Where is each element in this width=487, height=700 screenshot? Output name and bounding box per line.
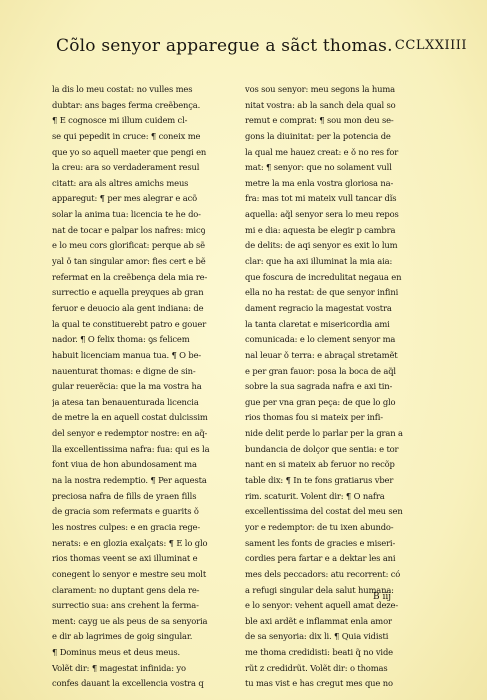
text-line: a refugi singular dela salut humana: xyxy=(245,584,394,595)
text-line: fra: mas tot mi mateix vull tancar dĩs xyxy=(245,193,397,204)
text-line: dament regracio la magestat vostra xyxy=(245,302,392,313)
text-line: na la nostra redemptio. ¶ Per aquesta xyxy=(52,475,207,486)
text-line: surrectio e aquella preyques ab gran xyxy=(52,287,204,298)
text-line: ella no ha restat: de que senyor infini xyxy=(245,287,399,298)
text-line: clar: que ha axi illuminat la mia aia: xyxy=(245,256,393,267)
text-line: la tanta claretat e misericordia ami xyxy=(245,318,390,329)
text-line: nant en si mateix ab feruor no recõp xyxy=(245,459,395,470)
folio-number: CCLXXIIII xyxy=(394,38,467,53)
text-line: nauenturat thomas: e digne de sin- xyxy=(52,365,196,376)
text-line: que foscura de incredulitat negaua en xyxy=(245,271,402,282)
text-line: rũt z credidrũt. Volẽt dir: o thomas xyxy=(245,662,388,673)
text-line: lla excellentissima nafra: fua: qui es la xyxy=(52,443,210,454)
text-line: metre la ma enla vostra gloriosa na- xyxy=(245,177,394,188)
text-line: se qui pepedit in cruce: ¶ coneix me xyxy=(52,130,201,141)
text-line: e per gran fauor: posa la boca de aq̃l xyxy=(245,365,396,376)
text-line: la qual me hauez creat: e ǒ no res for xyxy=(245,146,399,157)
text-line: yor e redemptor: de tu ixen abundo- xyxy=(245,521,394,532)
text-line: aquella: aq̃l senyor sera lo meu repos xyxy=(245,209,399,220)
text-line: surrectio sua: ans crehent la ferma- xyxy=(52,600,199,611)
text-line: les nostres culpes: e en gracia rege- xyxy=(52,521,201,532)
text-line: ble axi ardẽt e inflammat enla amor xyxy=(245,615,392,626)
text-line: gons la diuinitat: per la potencia de xyxy=(245,130,391,141)
text-line: solar la anima tua: licencia te he do- xyxy=(52,209,201,220)
text-line: la qual te constituerebt patro e gouer xyxy=(52,318,207,329)
text-line: clarament: no duptant gens dela re- xyxy=(52,584,200,595)
text-line: e lo senyor: vehent aquell amat deze- xyxy=(245,600,399,611)
text-line: sobre la sua sagrada nafra e axi tin- xyxy=(245,381,393,392)
text-line: gular reuerẽcia: que la ma vostra ha xyxy=(52,381,202,392)
running-title: Cõlo senyor apparegue a sãct thomas. xyxy=(56,36,393,56)
text-line: ¶ E cognosce mi illum cuidem cl- xyxy=(52,115,188,126)
text-line: gue per vna gran peça: de que lo glo xyxy=(245,396,396,407)
text-line: ¶ Dominus meus et deus meus. xyxy=(52,647,181,658)
text-line: preciosa nafra de fills de yraen fills xyxy=(52,490,197,501)
right-text-column xyxy=(245,82,423,692)
text-line: de delits: de aqi senyor es exit lo lum xyxy=(245,240,398,251)
text-line: ment: cayg ue als peus de sa senyoria xyxy=(52,615,208,626)
text-line: nat de tocar e palpar los nafres: micꝯ xyxy=(52,224,206,235)
text-line: e lo meu cors glorificat: perque ab sẽ xyxy=(52,240,205,251)
text-line: nador. ¶ O felix thoma: ꝯs felicem xyxy=(52,334,190,345)
text-line: me thoma credidisti: beati q̃ no vide xyxy=(245,647,393,658)
text-line: citatt: ara als altres amichs meus xyxy=(52,177,189,188)
text-line: nal leuar ǒ terra: e abraçal stretamẽt xyxy=(245,349,398,360)
text-line: table dix: ¶ In te fons gratiarus vber xyxy=(245,475,394,486)
text-line: que yo so aquell maeter que pengi en xyxy=(52,146,207,157)
text-line: feruor e deuocio ala gent indiana: de xyxy=(52,302,204,313)
text-line: mi e dia: aquesta be elegir p cambra xyxy=(245,224,396,235)
text-line: habuit licenciam manua tua. ¶ O be- xyxy=(52,349,202,360)
text-line: confes dauant la excellencia vostra q xyxy=(52,678,204,689)
text-line: Volẽt dir: ¶ magestat infinida: yo xyxy=(52,662,186,673)
text-line: la creu: ara so verdaderament resul xyxy=(52,162,200,173)
text-line: del senyor e redemptor nostre: en aq̃- xyxy=(52,428,208,439)
text-line: apparegut: ¶ per mes alegrar e acõ xyxy=(52,193,197,204)
text-line: rim. scaturit. Volent dir: ¶ O nafra xyxy=(245,490,385,501)
text-line: nide delit perde lo parlar per la gran a xyxy=(245,428,403,439)
signature-mark: B iij xyxy=(373,592,392,602)
text-line: remut e comprat: ¶ sou mon deu se- xyxy=(245,115,394,126)
text-line: refermat en la creẽbença dela mia re- xyxy=(52,271,208,282)
text-line: excellentissima del costat del meu sen xyxy=(245,506,403,517)
text-line: rios thomas fou si mateix per infi- xyxy=(245,412,383,423)
text-line: rios thomas veent se axi illuminat e xyxy=(52,553,198,564)
text-line: bundancia de dolçor que sentia: e tor xyxy=(245,443,399,454)
text-line: mat: ¶ senyor: que no solament vull xyxy=(245,162,392,173)
text-line: comunicada: e lo clement senyor ma xyxy=(245,334,396,345)
text-line: de gracia som refermats e guarits ǒ xyxy=(52,506,199,517)
page-header xyxy=(56,36,467,60)
text-line: vos sou senyor: meu segons la huma xyxy=(245,84,395,94)
text-line: dubtar: ans bages ferma creẽbença. xyxy=(52,99,201,110)
left-text-column xyxy=(52,82,230,692)
text-line: sament les fonts de gracies e miseri- xyxy=(245,537,396,548)
text-line: yal ǒ tan singular amor: fies cert e bẽ xyxy=(52,256,206,267)
text-line: nerats: e en glozia exalçats: ¶ E lo glo xyxy=(52,537,208,548)
text-line: nitat vostra: ab la sanch dela qual so xyxy=(245,99,396,110)
text-line: font viua de hon abundosament ma xyxy=(52,459,197,470)
text-line: tu mas vist e has cregut mes que no xyxy=(245,678,393,689)
text-line: la dis lo meu costat: no vulles mes xyxy=(52,84,193,94)
text-line: cordies pera fartar e a dektar les ani xyxy=(245,553,396,564)
text-line: de metre la en aquell costat dulcissim xyxy=(52,412,208,423)
text-line: de sa senyoria: dix li. ¶ Quia vidisti xyxy=(245,631,389,642)
text-line: e dir ab lagrimes de goig singular. xyxy=(52,631,193,642)
text-line: mes dels peccadors: atu recorrent: có xyxy=(245,568,401,579)
text-line: conegent lo senyor e mestre seu molt xyxy=(52,568,207,579)
text-line: ja atesa tan benauenturada licencia xyxy=(52,396,199,407)
